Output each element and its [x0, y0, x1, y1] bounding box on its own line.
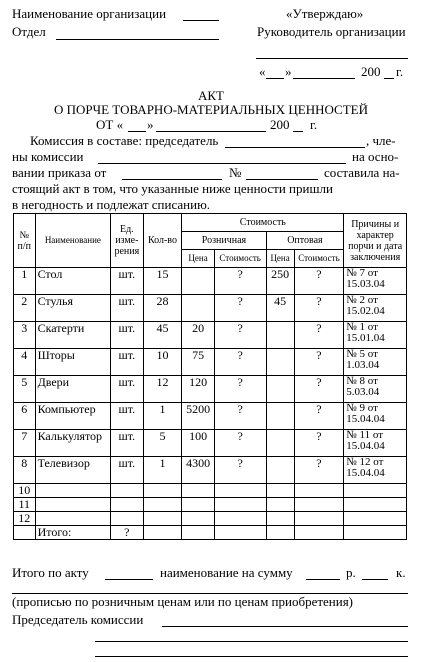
body-line-1b: , чле- [366, 133, 396, 148]
table-row [14, 295, 407, 322]
table-row [14, 376, 407, 403]
total-rub-field[interactable] [306, 579, 340, 580]
header-day-field[interactable] [266, 78, 284, 79]
table-row [14, 403, 407, 430]
order-date-field[interactable] [122, 179, 222, 180]
cell-wholesale-price [266, 349, 294, 376]
body-line-2a: ны комиссии [12, 149, 84, 164]
table-row-total [14, 526, 407, 540]
table-row-empty [14, 498, 407, 512]
total-kop-field[interactable] [362, 579, 388, 580]
col-header-unit: Ед. изме-рения [111, 214, 143, 268]
total-unit: ? [111, 526, 143, 540]
title-year-suffix: г. [310, 117, 318, 132]
cell-wholesale-value: ? [294, 268, 344, 295]
cell-no: 7 [14, 430, 36, 457]
col-header-wholesale-value: Стоимость [294, 250, 344, 268]
body-line-3c: составила на- [324, 165, 400, 180]
dept-field[interactable] [56, 39, 219, 40]
cell-qty: 45 [143, 322, 182, 349]
header-date-close: » [285, 64, 292, 79]
cell-wholesale-price [266, 457, 294, 484]
title-month-field[interactable] [156, 131, 266, 132]
total-label: Итого: [35, 526, 111, 540]
table-row [14, 322, 407, 349]
table-row [14, 349, 407, 376]
cell-wholesale-price [266, 376, 294, 403]
col-header-retail: Розничная [182, 232, 266, 250]
org-field[interactable] [183, 20, 219, 21]
cell-qty: 5 [143, 430, 182, 457]
footer-sum-label: наименование на сумму [160, 565, 293, 580]
col-header-wholesale: Оптовая [266, 232, 344, 250]
cell-unit: шт. [111, 322, 143, 349]
cell-retail-value: ? [214, 430, 266, 457]
title-day-field[interactable] [128, 131, 146, 132]
table-row [14, 268, 407, 295]
title-year-field[interactable] [293, 131, 303, 132]
footer-chairman-label: Председатель комиссии [12, 612, 144, 627]
header-year-suffix: г. [396, 64, 404, 79]
cell-retail-value: ? [214, 322, 266, 349]
cell-no: 12 [14, 512, 36, 526]
body-line-1a: Комиссия в составе: председатель [30, 133, 219, 148]
cell-qty: 12 [143, 376, 182, 403]
col-header-name: Наименование [35, 214, 111, 268]
body-line-5: в негодность и подлежат списанию. [12, 197, 211, 212]
cell-no: 1 [14, 268, 36, 295]
cell-retail-value: ? [214, 376, 266, 403]
cell-unit: шт. [111, 376, 143, 403]
cell-no: 4 [14, 349, 36, 376]
cell-wholesale-value: ? [294, 457, 344, 484]
col-header-reason: Причины и характер порчи и дата заключения [344, 214, 407, 268]
title-from: ОТ « [96, 117, 124, 132]
cell-no: 3 [14, 322, 36, 349]
cell-reason: № 1 от 15.01.04 [344, 322, 407, 349]
total-count-field[interactable] [105, 579, 153, 580]
header-date-open: « [259, 64, 266, 79]
cell-retail-price: 120 [182, 376, 214, 403]
cell-retail-price: 4300 [182, 457, 214, 484]
cell-name: Скатерти [35, 322, 111, 349]
cell-name: Калькулятор [35, 430, 111, 457]
header-month-field[interactable] [293, 78, 355, 79]
cell-reason: № 7 от 15.03.04 [344, 268, 407, 295]
table-row [14, 430, 407, 457]
cell-retail-price: 100 [182, 430, 214, 457]
dept-label: Отдел [12, 24, 46, 39]
cell-no: 5 [14, 376, 36, 403]
head-org-label: Руководитель организации [257, 24, 406, 39]
cell-retail-value: ? [214, 349, 266, 376]
items-table [13, 213, 407, 540]
col-header-qty: Кол-во [143, 214, 182, 268]
members-field[interactable] [98, 163, 346, 164]
cell-unit: шт. [111, 430, 143, 457]
col-header-wholesale-price: Цена [266, 250, 294, 268]
cell-no: 11 [14, 498, 36, 512]
col-header-retail-value: Стоимость [214, 250, 266, 268]
chairman-field[interactable] [225, 147, 365, 148]
cell-wholesale-price [266, 403, 294, 430]
table-row [14, 457, 407, 484]
cell-no: 6 [14, 403, 36, 430]
cell-retail-value: ? [214, 268, 266, 295]
footer-total-label: Итого по акту [12, 565, 89, 580]
cell-reason: № 12 от 15.04.04 [344, 457, 407, 484]
cell-retail-price [182, 268, 214, 295]
body-line-3b: № [229, 165, 242, 180]
footer-rub-label: р. [346, 565, 356, 580]
member-sign-field-2[interactable] [95, 656, 408, 657]
cell-reason: № 5 от 1.03.04 [344, 349, 407, 376]
cell-unit: шт. [111, 403, 143, 430]
body-line-3a: вании приказа от [12, 165, 107, 180]
cell-name: Телевизор [35, 457, 111, 484]
cell-name: Стулья [35, 295, 111, 322]
cell-name: Компьютер [35, 403, 111, 430]
cell-wholesale-price: 45 [266, 295, 294, 322]
col-header-cost: Стоимость [182, 214, 344, 232]
title-from-close: » [147, 117, 154, 132]
cell-qty: 1 [143, 457, 182, 484]
title-year: 200 [270, 117, 290, 132]
cell-name: Шторы [35, 349, 111, 376]
cell-wholesale-value: ? [294, 295, 344, 322]
cell-qty: 28 [143, 295, 182, 322]
cell-retail-price [182, 295, 214, 322]
cell-wholesale-value: ? [294, 322, 344, 349]
table-row-empty [14, 512, 407, 526]
cell-no: 2 [14, 295, 36, 322]
cell-no: 8 [14, 457, 36, 484]
cell-unit: шт. [111, 295, 143, 322]
cell-retail-price: 75 [182, 349, 214, 376]
cell-wholesale-price [266, 430, 294, 457]
cell-reason: № 9 от 15.04.04 [344, 403, 407, 430]
doc-title: АКТ [198, 88, 224, 103]
table-row-empty [14, 484, 407, 498]
cell-wholesale-value: ? [294, 403, 344, 430]
cell-retail-value: ? [214, 403, 266, 430]
col-header-no: № п/п [14, 214, 36, 268]
cell-wholesale-price: 250 [266, 268, 294, 295]
cell-qty: 1 [143, 403, 182, 430]
cell-reason: № 2 от 15.02.04 [344, 295, 407, 322]
cell-name: Стол [35, 268, 111, 295]
cell-retail-value: ? [214, 295, 266, 322]
cell-qty: 10 [143, 349, 182, 376]
cell-unit: шт. [111, 349, 143, 376]
cell-wholesale-value: ? [294, 430, 344, 457]
cell-wholesale-price [266, 322, 294, 349]
cell-wholesale-value: ? [294, 376, 344, 403]
cell-unit: шт. [111, 457, 143, 484]
order-number-field[interactable] [246, 179, 318, 180]
footer-words-hint: (прописью по розничным ценам или по ценам приобретения) [12, 594, 354, 609]
approve-label: «Утверждаю» [286, 6, 364, 21]
cell-name: Двери [35, 376, 111, 403]
member-sign-field-1[interactable] [95, 641, 408, 642]
chairman-sign-field[interactable] [162, 626, 408, 627]
doc-subtitle: О ПОРЧЕ ТОВАРНО-МАТЕРИАЛЬНЫХ ЦЕННОСТЕЙ [54, 102, 368, 117]
cell-qty: 15 [143, 268, 182, 295]
org-label: Наименование организации [12, 6, 167, 21]
footer-kop-label: к. [396, 565, 406, 580]
cell-retail-value: ? [214, 457, 266, 484]
body-line-4: стоящий акт в том, что указанные ниже ценности пришли [12, 181, 333, 196]
head-signature-field[interactable] [256, 58, 408, 59]
cell-reason: № 8 от 5.03.04 [344, 376, 407, 403]
cell-wholesale-value: ? [294, 349, 344, 376]
cell-unit: шт. [111, 268, 143, 295]
header-year-field[interactable] [384, 78, 394, 79]
cell-retail-price: 20 [182, 322, 214, 349]
cell-no: 10 [14, 484, 36, 498]
cell-retail-price: 5200 [182, 403, 214, 430]
cell-reason: № 11 от 15.04.04 [344, 430, 407, 457]
col-header-retail-price: Цена [182, 250, 214, 268]
body-line-2b: на осно- [352, 149, 399, 164]
header-year: 200 [361, 64, 381, 79]
